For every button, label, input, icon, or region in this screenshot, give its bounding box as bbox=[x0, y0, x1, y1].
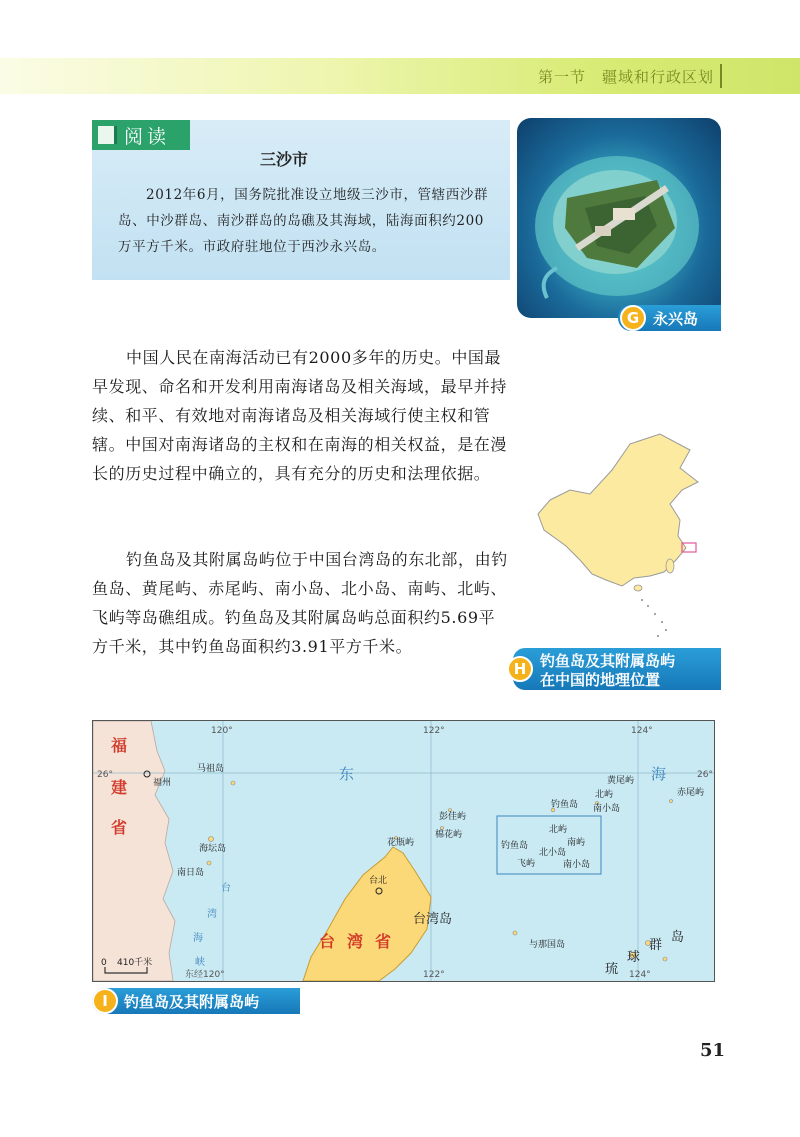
lat-26-right-label: 26° bbox=[697, 770, 713, 780]
nanxiao-inset-label: 南小岛 bbox=[563, 860, 591, 870]
huangwei-label: 黄尾屿 bbox=[607, 776, 635, 786]
diaoyu-inset-label: 钓鱼岛 bbox=[501, 841, 529, 851]
book-icon bbox=[98, 126, 117, 144]
nanyu-inset-label: 南屿 bbox=[567, 838, 586, 848]
fujian-label-3: 省 bbox=[111, 818, 128, 837]
yongxing-island-photo bbox=[517, 118, 721, 318]
chiwei-label: 赤尾屿 bbox=[677, 788, 705, 798]
nanxiao-north-label: 南小岛 bbox=[593, 804, 621, 814]
mazu-label: 马祖岛 bbox=[197, 764, 225, 774]
china-location-map bbox=[530, 430, 715, 650]
chapter-header-title: 第一节 疆域和行政区划 bbox=[537, 68, 714, 86]
scale-zero-label: 0 bbox=[101, 958, 107, 968]
nanri-label: 南日岛 bbox=[177, 868, 205, 878]
south-china-sea-islands bbox=[641, 599, 667, 637]
strait-label-1: 台 bbox=[221, 883, 231, 894]
beiyu-north-label: 北屿 bbox=[595, 790, 614, 800]
lon-120-label: 120° bbox=[211, 726, 233, 736]
taiwan-island-label: 台湾岛 bbox=[413, 912, 453, 927]
reading-text: 2012年6月，国务院批准设立地级三沙市，管辖西沙群岛、中沙群岛、南沙群岛的岛礁及其海域，陆海面积约200万平方千米。市政府驻地位于西沙永兴岛。 bbox=[118, 187, 489, 255]
figure-i-letter: I bbox=[92, 988, 118, 1014]
east-sea-label-1: 东 bbox=[339, 765, 355, 783]
ryukyu-label-4: 岛 bbox=[671, 930, 685, 945]
strait-label-4: 峡 bbox=[195, 957, 205, 968]
figure-g-letter: G bbox=[620, 305, 646, 331]
taiwan-sheng-label-1: 台 bbox=[319, 932, 336, 951]
chapter-header-divider bbox=[720, 64, 722, 88]
hainan-shape bbox=[634, 585, 642, 591]
taiwan-sheng-label-2: 湾 bbox=[347, 932, 364, 951]
fuzhou-label: 福州 bbox=[153, 778, 172, 788]
diaoyu-detail-map-svg bbox=[93, 721, 714, 981]
scale-label: 410千米 bbox=[117, 958, 153, 968]
east-sea-label-2: 海 bbox=[651, 765, 667, 783]
pengjia-label: 彭佳屿 bbox=[439, 812, 467, 822]
reading-tab-label: 阅读 bbox=[124, 126, 171, 148]
reading-title: 三沙市 bbox=[260, 150, 309, 169]
lon-122-label: 122° bbox=[423, 726, 445, 736]
lon-120-bottom-label: 东经120° bbox=[185, 970, 225, 980]
lon-124-bottom-label: 124° bbox=[629, 970, 651, 980]
figure-g-caption-text: 永兴岛 bbox=[653, 310, 699, 328]
diaoyu-main-label: 钓鱼岛 bbox=[551, 800, 579, 810]
diaoyu-detail-map bbox=[92, 720, 715, 982]
taiwan-shape bbox=[666, 559, 674, 573]
mianhua-label: 棉花屿 bbox=[435, 830, 463, 840]
yongxing-island-illustration bbox=[517, 118, 721, 318]
haitan-label: 海坛岛 bbox=[199, 844, 227, 854]
figure-h-caption-line1: 钓鱼岛及其附属岛屿 bbox=[540, 652, 676, 670]
figure-i-caption-text: 钓鱼岛及其附属岛屿 bbox=[124, 993, 260, 1011]
page-number: 51 bbox=[700, 1040, 726, 1061]
fujian-label-2: 建 bbox=[111, 778, 128, 797]
ryukyu-label-3: 群 bbox=[649, 938, 663, 953]
lat-26-left-label: 26° bbox=[97, 770, 113, 780]
beiyu-inset-label: 北屿 bbox=[549, 825, 568, 835]
taiwan-sheng-label-3: 省 bbox=[375, 932, 392, 951]
fujian-label-1: 福 bbox=[111, 736, 128, 755]
taibei-label: 台北 bbox=[369, 876, 388, 886]
taiwan-island-shape bbox=[303, 847, 431, 981]
lon-122-bottom-label: 122° bbox=[423, 970, 445, 980]
figure-h-letter: H bbox=[507, 656, 533, 682]
lon-124-label: 124° bbox=[631, 726, 653, 736]
strait-label-2: 湾 bbox=[207, 909, 217, 920]
figure-h-caption-line2: 在中国的地理位置 bbox=[540, 671, 661, 689]
ryukyu-label-1: 琉 bbox=[605, 962, 619, 977]
beixiao-inset-label: 北小岛 bbox=[539, 848, 567, 858]
feiyu-inset-label: 飞屿 bbox=[517, 859, 536, 869]
yunaguni-label: 与那国岛 bbox=[529, 940, 566, 950]
body-paragraph-2: 钓鱼岛及其附属岛屿位于中国台湾岛的东北部，由钓鱼岛、黄尾屿、赤尾屿、南小岛、北小岛、南屿、北屿、飞屿等岛礁组成。钓鱼岛及其附属岛屿总面积约5.69平方千米，其中钓鱼岛面积约3.91平方千米。 bbox=[92, 550, 508, 656]
fujian-coast-shape bbox=[93, 721, 175, 981]
body-paragraph-1: 中国人民在南海活动已有2000多年的历史。中国最早发现、命名和开发利用南海诸岛及相关海域，最早并持续、和平、有效地对南海诸岛及相关海域行使主权和管辖。中国对南海诸岛的主权和在南海的相关权益，是在漫长的历史过程中确立的，具有充分的历史和法理依据。 bbox=[92, 348, 508, 483]
huaping-label: 花瓶屿 bbox=[387, 838, 415, 848]
strait-label-3: 海 bbox=[193, 933, 203, 944]
ryukyu-label-2: 球 bbox=[627, 950, 641, 965]
